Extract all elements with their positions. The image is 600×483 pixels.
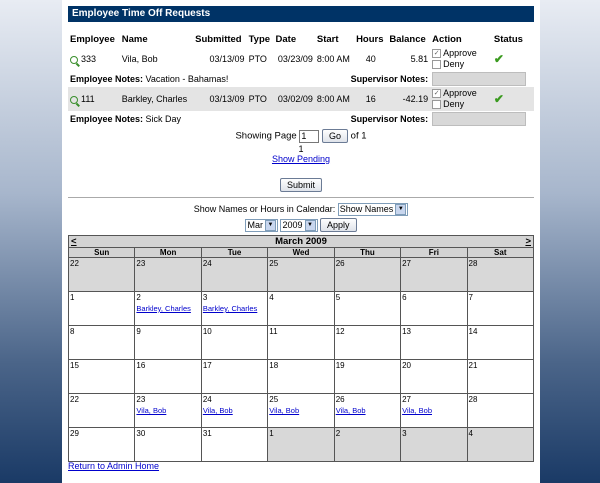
- calendar-week: [69, 292, 534, 326]
- day-number: 7: [468, 293, 473, 302]
- start-time: 8:00 AM: [316, 54, 350, 64]
- request-row: [68, 47, 534, 71]
- weekday-fri: Fri: [401, 248, 467, 258]
- employee-notes: Vacation - Bahamas!: [145, 74, 229, 84]
- day-number: 31: [202, 429, 212, 438]
- day-number: 24: [202, 259, 212, 268]
- pager: [68, 129, 534, 143]
- main-panel: [62, 0, 540, 483]
- employee-id: 111: [81, 94, 95, 104]
- day-number: 28: [468, 395, 478, 404]
- calendar-week: [69, 326, 534, 360]
- day-number: 17: [202, 361, 212, 370]
- deny-label: Deny: [443, 99, 465, 109]
- supervisor-notes-input[interactable]: [432, 112, 526, 126]
- approve-label: Approve: [443, 88, 477, 98]
- show-pending-link[interactable]: Show Pending: [271, 154, 331, 164]
- balance-value: 5.81: [410, 54, 429, 64]
- calendar-day: [69, 428, 135, 462]
- go-button[interactable]: Go: [322, 129, 348, 143]
- day-number: 10: [202, 327, 212, 336]
- day-number: 25: [269, 395, 279, 404]
- day-number: 12: [335, 327, 345, 336]
- record-count: 1: [298, 144, 304, 154]
- submitted-date: 03/13/09: [209, 54, 245, 64]
- requests-header-row: [68, 34, 534, 47]
- day-number: 26: [335, 395, 345, 404]
- deny-checkbox[interactable]: [432, 60, 441, 69]
- calendar-week: [69, 428, 534, 462]
- calendar-entry-link[interactable]: Vila, Bob: [269, 406, 300, 415]
- employee-notes: Sick Day: [145, 114, 182, 124]
- day-number: 4: [468, 429, 473, 438]
- request-date: 03/23/09: [277, 54, 313, 64]
- day-number: 27: [402, 395, 412, 404]
- calendar-day: [201, 292, 267, 326]
- page-title: Employee Time Off Requests: [68, 6, 534, 22]
- calendar-day: [268, 394, 334, 428]
- calendar-day: [467, 292, 533, 326]
- calendar-day: [201, 258, 267, 292]
- calendar-day: [268, 258, 334, 292]
- calendar-day: [268, 428, 334, 462]
- day-number: 22: [70, 259, 79, 268]
- day-number: 20: [402, 361, 412, 370]
- col-action: Action: [432, 34, 462, 45]
- hours-value: 40: [365, 54, 376, 64]
- day-number: 5: [335, 293, 341, 302]
- day-number: 6: [402, 293, 407, 302]
- calendar: [68, 235, 534, 462]
- request-date: 03/02/09: [274, 87, 315, 111]
- return-admin-home-link[interactable]: Return to Admin Home: [68, 461, 160, 471]
- calendar-day: [268, 360, 334, 394]
- start-time: 8:00 AM: [315, 87, 354, 111]
- day-number: 1: [70, 293, 75, 302]
- day-number: 14: [468, 327, 478, 336]
- supervisor-notes-label: Supervisor Notes:: [350, 114, 429, 124]
- calendar-entry-link[interactable]: Barkley, Charles: [136, 304, 191, 313]
- weekday-thu: Thu: [334, 248, 400, 258]
- col-status: Status: [493, 34, 523, 45]
- calendar-day: [135, 394, 201, 428]
- supervisor-notes-label: Supervisor Notes:: [350, 74, 429, 84]
- col-employee: Employee: [70, 34, 115, 45]
- day-number: 16: [136, 361, 146, 370]
- col-type: Type: [248, 34, 271, 45]
- calendar-day: [467, 258, 533, 292]
- hours-value: 16: [354, 87, 387, 111]
- calendar-week: [69, 360, 534, 394]
- employee-notes-label: Employee Notes:: [70, 74, 144, 84]
- calendar-day: [135, 428, 201, 462]
- employee-name: Vila, Bob: [121, 54, 158, 64]
- employee-name: Barkley, Charles: [120, 87, 193, 111]
- calendar-day: [268, 326, 334, 360]
- day-number: 4: [269, 293, 274, 302]
- calendar-day: [467, 326, 533, 360]
- submit-button[interactable]: Submit: [280, 178, 322, 192]
- col-date: Date: [275, 34, 297, 45]
- day-number: 13: [402, 327, 412, 336]
- day-number: 23: [136, 259, 146, 268]
- col-submitted: Submitted: [195, 34, 242, 45]
- calendar-day: [135, 258, 201, 292]
- employee-notes-label: Employee Notes:: [70, 114, 144, 124]
- calendar-day: [69, 258, 135, 292]
- day-number: 24: [202, 395, 212, 404]
- deny-checkbox[interactable]: [432, 100, 441, 109]
- day-number: 19: [335, 361, 345, 370]
- approved-check-icon: ✔: [493, 92, 504, 106]
- col-balance: Balance: [389, 34, 426, 45]
- calendar-day: [135, 326, 201, 360]
- calendar-month-title: March 2009: [275, 236, 327, 247]
- employee-id: 333: [81, 54, 97, 64]
- day-number: 27: [402, 259, 412, 268]
- submitted-date: 03/13/09: [193, 87, 246, 111]
- approved-check-icon: ✔: [493, 52, 504, 66]
- day-number: 2: [335, 429, 341, 438]
- day-number: 23: [136, 395, 146, 404]
- calendar-entry-link[interactable]: Vila, Bob: [335, 406, 366, 415]
- year-select[interactable]: 2009 ▼: [280, 219, 317, 232]
- calendar-day: [69, 326, 135, 360]
- calendar-day: [334, 394, 400, 428]
- calendar-entry-link[interactable]: Vila, Bob: [402, 406, 432, 415]
- col-hours: Hours: [356, 34, 384, 45]
- approve-label: Approve: [443, 48, 477, 58]
- calendar-day: [467, 394, 533, 428]
- request-row: [68, 87, 534, 111]
- col-name: Name: [121, 34, 148, 45]
- day-number: 3: [402, 429, 407, 438]
- calendar-mode-label: Show Names or Hours in Calendar:: [193, 203, 336, 214]
- calendar-day: [201, 428, 267, 462]
- chevron-down-icon: ▼: [265, 220, 276, 231]
- page-count-label: of 1: [350, 130, 367, 142]
- month-year-controls: [68, 218, 534, 232]
- calendar-entry-link[interactable]: Vila, Bob: [136, 406, 167, 415]
- col-start: Start: [316, 34, 339, 45]
- weekday-wed: Wed: [268, 248, 334, 258]
- day-number: 25: [269, 259, 279, 268]
- day-number: 26: [335, 259, 345, 268]
- calendar-day: [334, 428, 400, 462]
- day-number: 2: [136, 293, 141, 302]
- calendar-day: [69, 360, 135, 394]
- weekday-sat: Sat: [467, 248, 533, 258]
- weekday-tue: Tue: [201, 248, 267, 258]
- day-number: 28: [468, 259, 478, 268]
- magnifier-icon[interactable]: [70, 56, 78, 64]
- calendar-day: [334, 360, 400, 394]
- calendar-day: [401, 292, 467, 326]
- month-select[interactable]: Mar ▼: [245, 219, 278, 232]
- notes-row: [68, 71, 534, 87]
- weekday-sun: Sun: [69, 248, 135, 258]
- calendar-day: [401, 360, 467, 394]
- calendar-day: [401, 258, 467, 292]
- day-number: 11: [269, 327, 278, 336]
- calendar-week: [69, 258, 534, 292]
- calendar-day: [201, 360, 267, 394]
- balance-value: -42.19: [387, 87, 430, 111]
- calendar-day: [334, 326, 400, 360]
- chevron-down-icon: ▼: [395, 204, 406, 215]
- next-month-link[interactable]: >: [525, 236, 531, 247]
- calendar-day: [401, 326, 467, 360]
- approve-checkbox[interactable]: ✓: [433, 90, 440, 98]
- calendar-day: [69, 292, 135, 326]
- day-number: 22: [70, 395, 79, 404]
- supervisor-notes-input[interactable]: [432, 72, 526, 86]
- calendar-entry-link[interactable]: Barkley, Charles: [202, 304, 258, 313]
- chevron-down-icon: ▼: [305, 220, 316, 231]
- day-number: 18: [269, 361, 279, 370]
- calendar-day: [268, 292, 334, 326]
- calendar-controls: [68, 203, 534, 216]
- day-number: 15: [70, 361, 79, 370]
- day-number: 8: [70, 327, 75, 336]
- deny-label: Deny: [443, 59, 465, 69]
- calendar-day: [467, 360, 533, 394]
- prev-month-link[interactable]: <: [71, 236, 77, 247]
- page-number-input[interactable]: [299, 130, 319, 143]
- calendar-day: [201, 394, 267, 428]
- calendar-day: [135, 292, 201, 326]
- calendar-day: [401, 394, 467, 428]
- calendar-day: [334, 292, 400, 326]
- calendar-day: [401, 428, 467, 462]
- day-number: 9: [136, 327, 141, 336]
- day-number: 21: [468, 361, 478, 370]
- calendar-day: [467, 428, 533, 462]
- day-number: 3: [202, 293, 208, 302]
- request-type: PTO: [248, 54, 267, 64]
- calendar-mode-select[interactable]: Show Names ▼: [338, 203, 409, 216]
- calendar-header: [69, 236, 534, 248]
- calendar-week: [69, 394, 534, 428]
- magnifier-icon[interactable]: [70, 96, 78, 104]
- requests-table: [68, 34, 534, 127]
- approve-checkbox[interactable]: ✓: [433, 50, 440, 58]
- request-type: PTO: [247, 87, 274, 111]
- weekday-row: [69, 248, 534, 258]
- weekday-mon: Mon: [135, 248, 201, 258]
- divider: [68, 197, 534, 198]
- day-number: 30: [136, 429, 146, 438]
- calendar-day: [334, 258, 400, 292]
- calendar-day: [69, 394, 135, 428]
- day-number: 29: [70, 429, 79, 438]
- calendar-day: [201, 326, 267, 360]
- notes-row: [68, 111, 534, 127]
- calendar-entry-link[interactable]: Vila, Bob: [202, 406, 233, 415]
- showing-page-label: Showing Page: [235, 130, 297, 142]
- apply-button[interactable]: Apply: [320, 218, 357, 232]
- calendar-day: [135, 360, 201, 394]
- day-number: 1: [269, 429, 274, 438]
